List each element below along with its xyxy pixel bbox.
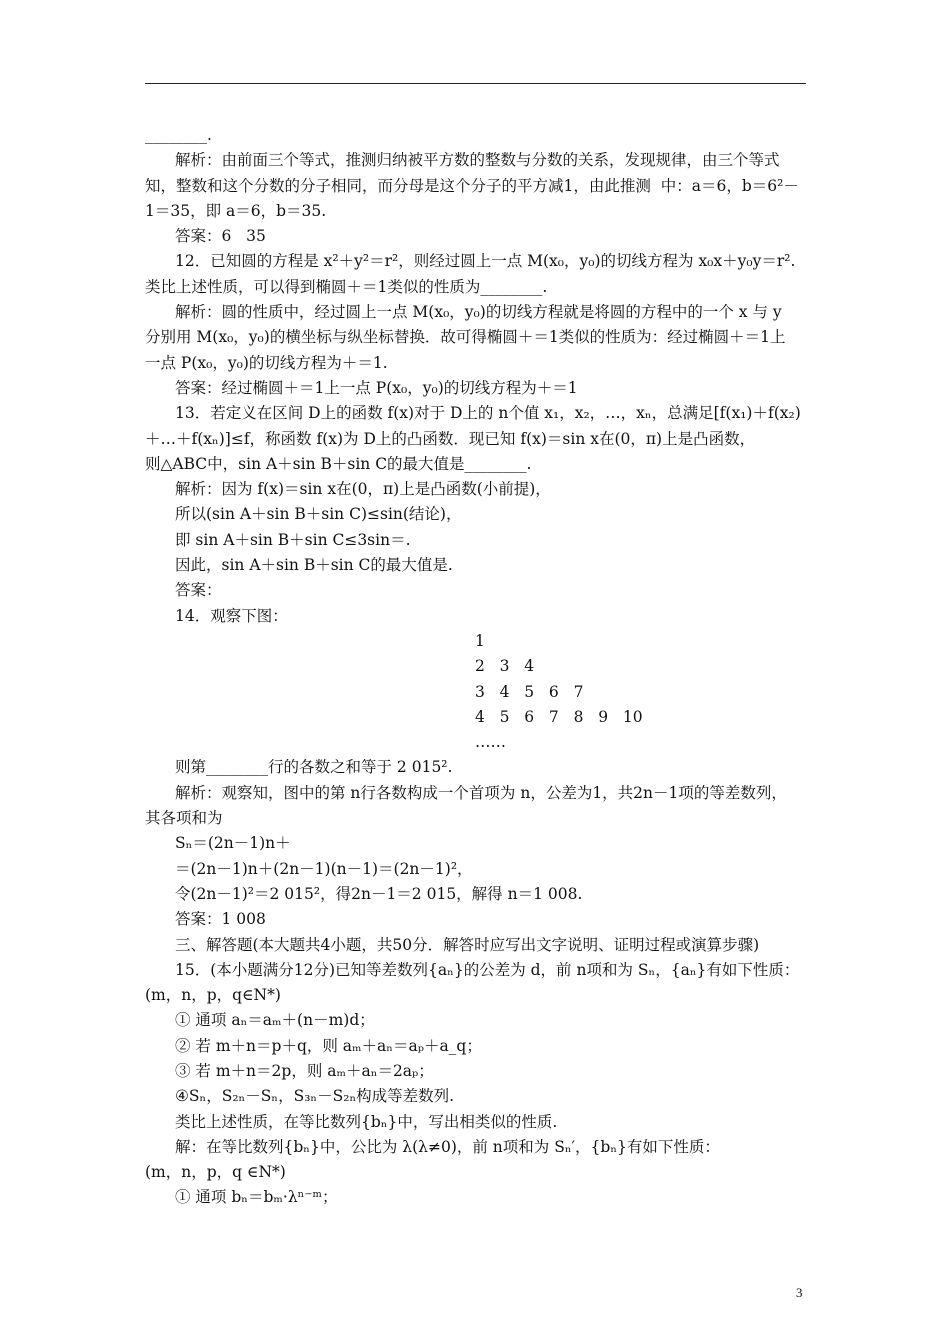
text-line: 13．若定义在区间 D上的函数 f(x)对于 D上的 n个值 x₁，x₂，…，xₙ，总满足[f(x₁)＋f(x₂) (175, 404, 801, 423)
text-line: 类比上述性质，可以得到椭圆＋＝1类似的性质为________. (145, 277, 548, 296)
text-line: 答案：经过椭圆＋＝1上一点 P(x₀，y₀)的切线方程为＋＝1 (175, 378, 578, 397)
page-number: 3 (796, 1285, 803, 1300)
text-line: 4 5 6 7 8 9 10 (475, 707, 643, 726)
text-line: 解析：由前面三个等式，推测归纳被平方数的整数与分数的关系，发现规律，由三个等式 (175, 151, 780, 170)
document-body (145, 123, 810, 1211)
text-line: ② 若 m＋n＝p＋q，则 aₘ＋aₙ＝aₚ＋a_q； (175, 1036, 482, 1055)
text-line: 分别用 M(x₀，y₀)的横坐标与纵坐标替换．故可得椭圆＋＝1类似的性质为：经过椭圆＋＝1上 (145, 328, 786, 347)
text-line: 一点 P(x₀，y₀)的切线方程为＋＝1. (145, 353, 388, 372)
text-line: 14．观察下图： (175, 606, 288, 625)
text-line: …… (475, 733, 506, 752)
text-line: (m，n，p，q∈N*) (145, 986, 281, 1005)
text-line: 因此，sin A＋sin B＋sin C的最大值是. (175, 556, 453, 575)
text-line: 解析：因为 f(x)＝sin x在(0，π)上是凸函数(小前提)， (175, 480, 551, 499)
text-line: Sₙ＝(2n－1)n＋ (175, 834, 291, 853)
text-line: 1 (475, 631, 485, 650)
text-line: 答案：1 008 (175, 910, 266, 929)
text-line: 答案： (175, 581, 222, 600)
text-line: 则第________行的各数之和等于 2 015². (175, 758, 453, 777)
text-line: 解：在等比数列{bₙ}中，公比为 λ(λ≠0)，前 n项和为 Sₙ′，{bₙ}有如下性质： (175, 1137, 720, 1156)
text-line: 3 4 5 6 7 (475, 682, 584, 701)
text-line: ＋…＋f(xₙ)]≤f，称函数 f(x)为 D上的凸函数．现已知 f(x)＝sin x在(0，π)上是凸函数， (145, 429, 756, 448)
text-line: ④Sₙ，S₂ₙ－Sₙ，S₃ₙ－S₂ₙ构成等差数列. (175, 1087, 455, 1106)
text-line: 即 sin A＋sin B＋sin C≤3sin＝. (175, 530, 411, 549)
text-line: (m，n，p，q ∈N*) (145, 1163, 286, 1182)
text-line: 类比上述性质，在等比数列{bₙ}中，写出相类似的性质. (175, 1112, 558, 1131)
text-line: 三、解答题(本大题共4小题，共50分．解答时应写出文字说明、证明过程或演算步骤) (175, 935, 760, 954)
text-line: 则△ABC中，sin A＋sin B＋sin C的最大值是________. (145, 454, 532, 473)
text-line: 2 3 4 (475, 657, 535, 676)
text-line: 答案：6 35 (175, 227, 266, 246)
text-line: ＝(2n－1)n＋(2n－1)(n－1)＝(2n－1)²， (175, 859, 473, 878)
text-line: 知，整数和这个分数的分子相同，而分母是这个分子的平方减1，由此推测 中：a＝6，b＝6²－ (145, 176, 799, 195)
text-line: 解析：观察知，图中的第 n行各数构成一个首项为 n，公差为1，共2n－1项的等差数列， (175, 783, 787, 802)
text-line: 15．(本小题满分12分)已知等差数列{aₙ}的公差为 d，前 n项和为 Sₙ，{aₙ}有如下性质： (175, 960, 800, 979)
text-line: 令(2n－1)²＝2 015²，得2n－1＝2 015，解得 n＝1 008. (175, 884, 583, 903)
text-line: ________. (145, 126, 212, 144)
header-rule (145, 83, 806, 84)
text-line: ① 通项 aₙ＝aₘ＋(n－m)d； (175, 1011, 375, 1030)
text-line: 其各项和为 (145, 809, 223, 828)
text-line: 解析：圆的性质中，经过圆上一点 M(x₀，y₀)的切线方程就是将圆的方程中的一个 x 与 y (175, 303, 782, 322)
text-line: ① 通项 bₙ＝bₘ·λⁿ⁻ᵐ； (175, 1188, 338, 1207)
text-line: 12．已知圆的方程是 x²＋y²＝r²，则经过圆上一点 M(x₀，y₀)的切线方程为 x₀x＋y₀y＝r². (175, 252, 796, 271)
text-line: 所以(sin A＋sin B＋sin C)≤sin(结论)， (175, 505, 462, 524)
text-line: 1＝35，即 a＝6，b＝35. (145, 201, 327, 220)
text-line: ③ 若 m＋n＝2p，则 aₘ＋aₙ＝2aₚ； (175, 1061, 434, 1080)
